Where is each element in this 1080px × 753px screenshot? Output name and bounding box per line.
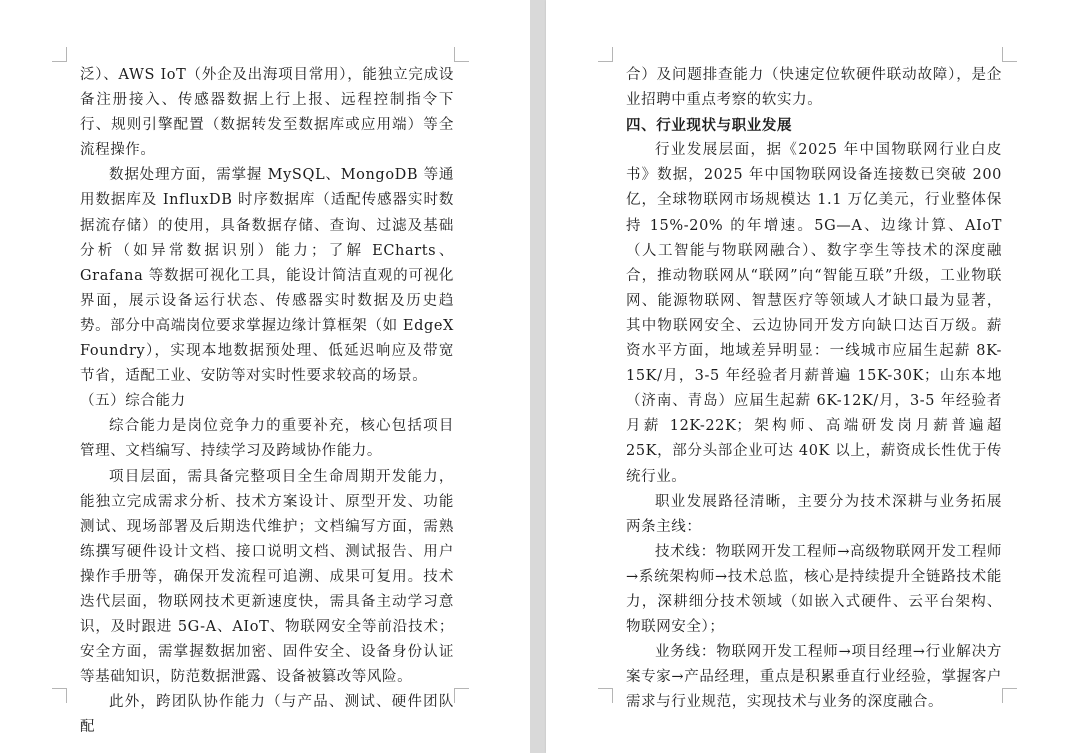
section-heading: 四、行业现状与职业发展 [626,117,793,135]
left-page-text [80,63,454,741]
paragraph: 行业发展层面，据《2025 年中国物联网行业白皮书》数据，2025 年中国物联网设备连接数已突破 200 亿，全球物联网市场规模达 1.1 万亿美元，行业整体保持 15%-20% 的年增速。5G—A、边缘计算、AIoT（人工智能与物联网融合）、数字孪生等技术的深度融合，推动物联网从“联网”向“智能互联”升级，工业物联网、能源物联网、智慧医疗等领域人才缺口最为显著，其中物联网安全、云边协同开发方向缺口达百万级。薪资水平方面，地域差异明显：一线城市应届生起薪 8K-15K/月，3-5 年经验者月薪普遍 15K-30K；山东本地（济南、青岛）应届生起薪 6K-12K/月，3-5 年经验者月薪 12K-22K；架构师、高端研发岗月薪普遍超 25K，部分头部企业可达 40K 以上，薪资成长性优于传统行业。 [626,142,1002,485]
crop-mark-top-right [1002,47,1017,62]
right-page-text [626,63,1002,715]
crop-mark-top-left [598,47,613,62]
paragraph: 职业发展路径清晰，主要分为技术深耕与业务拓展两条主线： [626,493,1002,535]
crop-mark-bottom-right [454,688,469,703]
subsection-heading: （五）综合能力 [80,393,186,410]
paragraph: 合）及问题排查能力（快速定位软硬件联动故障），是企业招聘中重点考察的软实力。 [626,67,1002,109]
page-gutter [530,0,546,753]
paragraph: 数据处理方面，需掌握 MySQL、MongoDB 等通用数据库及 InfluxDB 时序数据库（适配传感器实时数据流存储）的使用，具备数据存储、查询、过滤及基础分析（如异常数据识别）能力；了解 ECharts、Grafana 等数据可视化工具，能设计简洁直观的可视化界面，展示设备运行状态、传感器实时数据及历史趋势。部分中高端岗位要求掌握边缘计算框架（如 EdgeX Foundry），实现本地数据预处理、低延迟响应及带宽节省，适配工业、安防等对实时性要求较高的场景。 [80,167,454,385]
crop-mark-bottom-left [52,688,67,703]
paragraph: 项目层面，需具备完整项目全生命周期开发能力，能独立完成需求分析、技术方案设计、原型开发、功能测试、现场部署及后期迭代维护；文档编写方面，需熟练撰写硬件设计文档、接口说明文档、测试报告、用户操作手册等，确保开发流程可追溯、成果可复用。技术迭代层面，物联网技术更新速度快，需具备主动学习意识，及时跟进 5G-A、AIoT、物联网安全等前沿技术；安全方面，需掌握数据加密、固件安全、设备身份认证等基础知识，防范数据泄露、设备被篡改等风险。 [80,468,454,686]
crop-mark-bottom-left [598,688,613,703]
left-page [0,0,530,753]
right-page [546,0,1080,753]
paragraph: 技术线：物联网开发工程师→高级物联网开发工程师→系统架构师→技术总监，核心是持续提升全链路技术能力，深耕细分技术领域（如嵌入式硬件、云平台架构、物联网安全）； [626,543,1002,636]
paragraph: 此外，跨团队协作能力（与产品、测试、硬件团队配 [80,694,454,736]
crop-mark-bottom-right [1002,688,1017,703]
paragraph: 综合能力是岗位竞争力的重要补充，核心包括项目管理、文档编写、持续学习及跨域协作能力。 [80,418,454,460]
crop-mark-top-right [454,47,469,62]
paragraph: 业务线：物联网开发工程师→项目经理→行业解决方案专家→产品经理，重点是积累垂直行业经验，掌握客户需求与行业规范，实现技术与业务的深度融合。 [626,644,1002,711]
paragraph: 泛）、AWS IoT（外企及出海项目常用），能独立完成设备注册接入、传感器数据上行上报、远程控制指令下行、规则引擎配置（数据转发至数据库或应用端）等全流程操作。 [80,67,454,159]
crop-mark-top-left [52,47,67,62]
